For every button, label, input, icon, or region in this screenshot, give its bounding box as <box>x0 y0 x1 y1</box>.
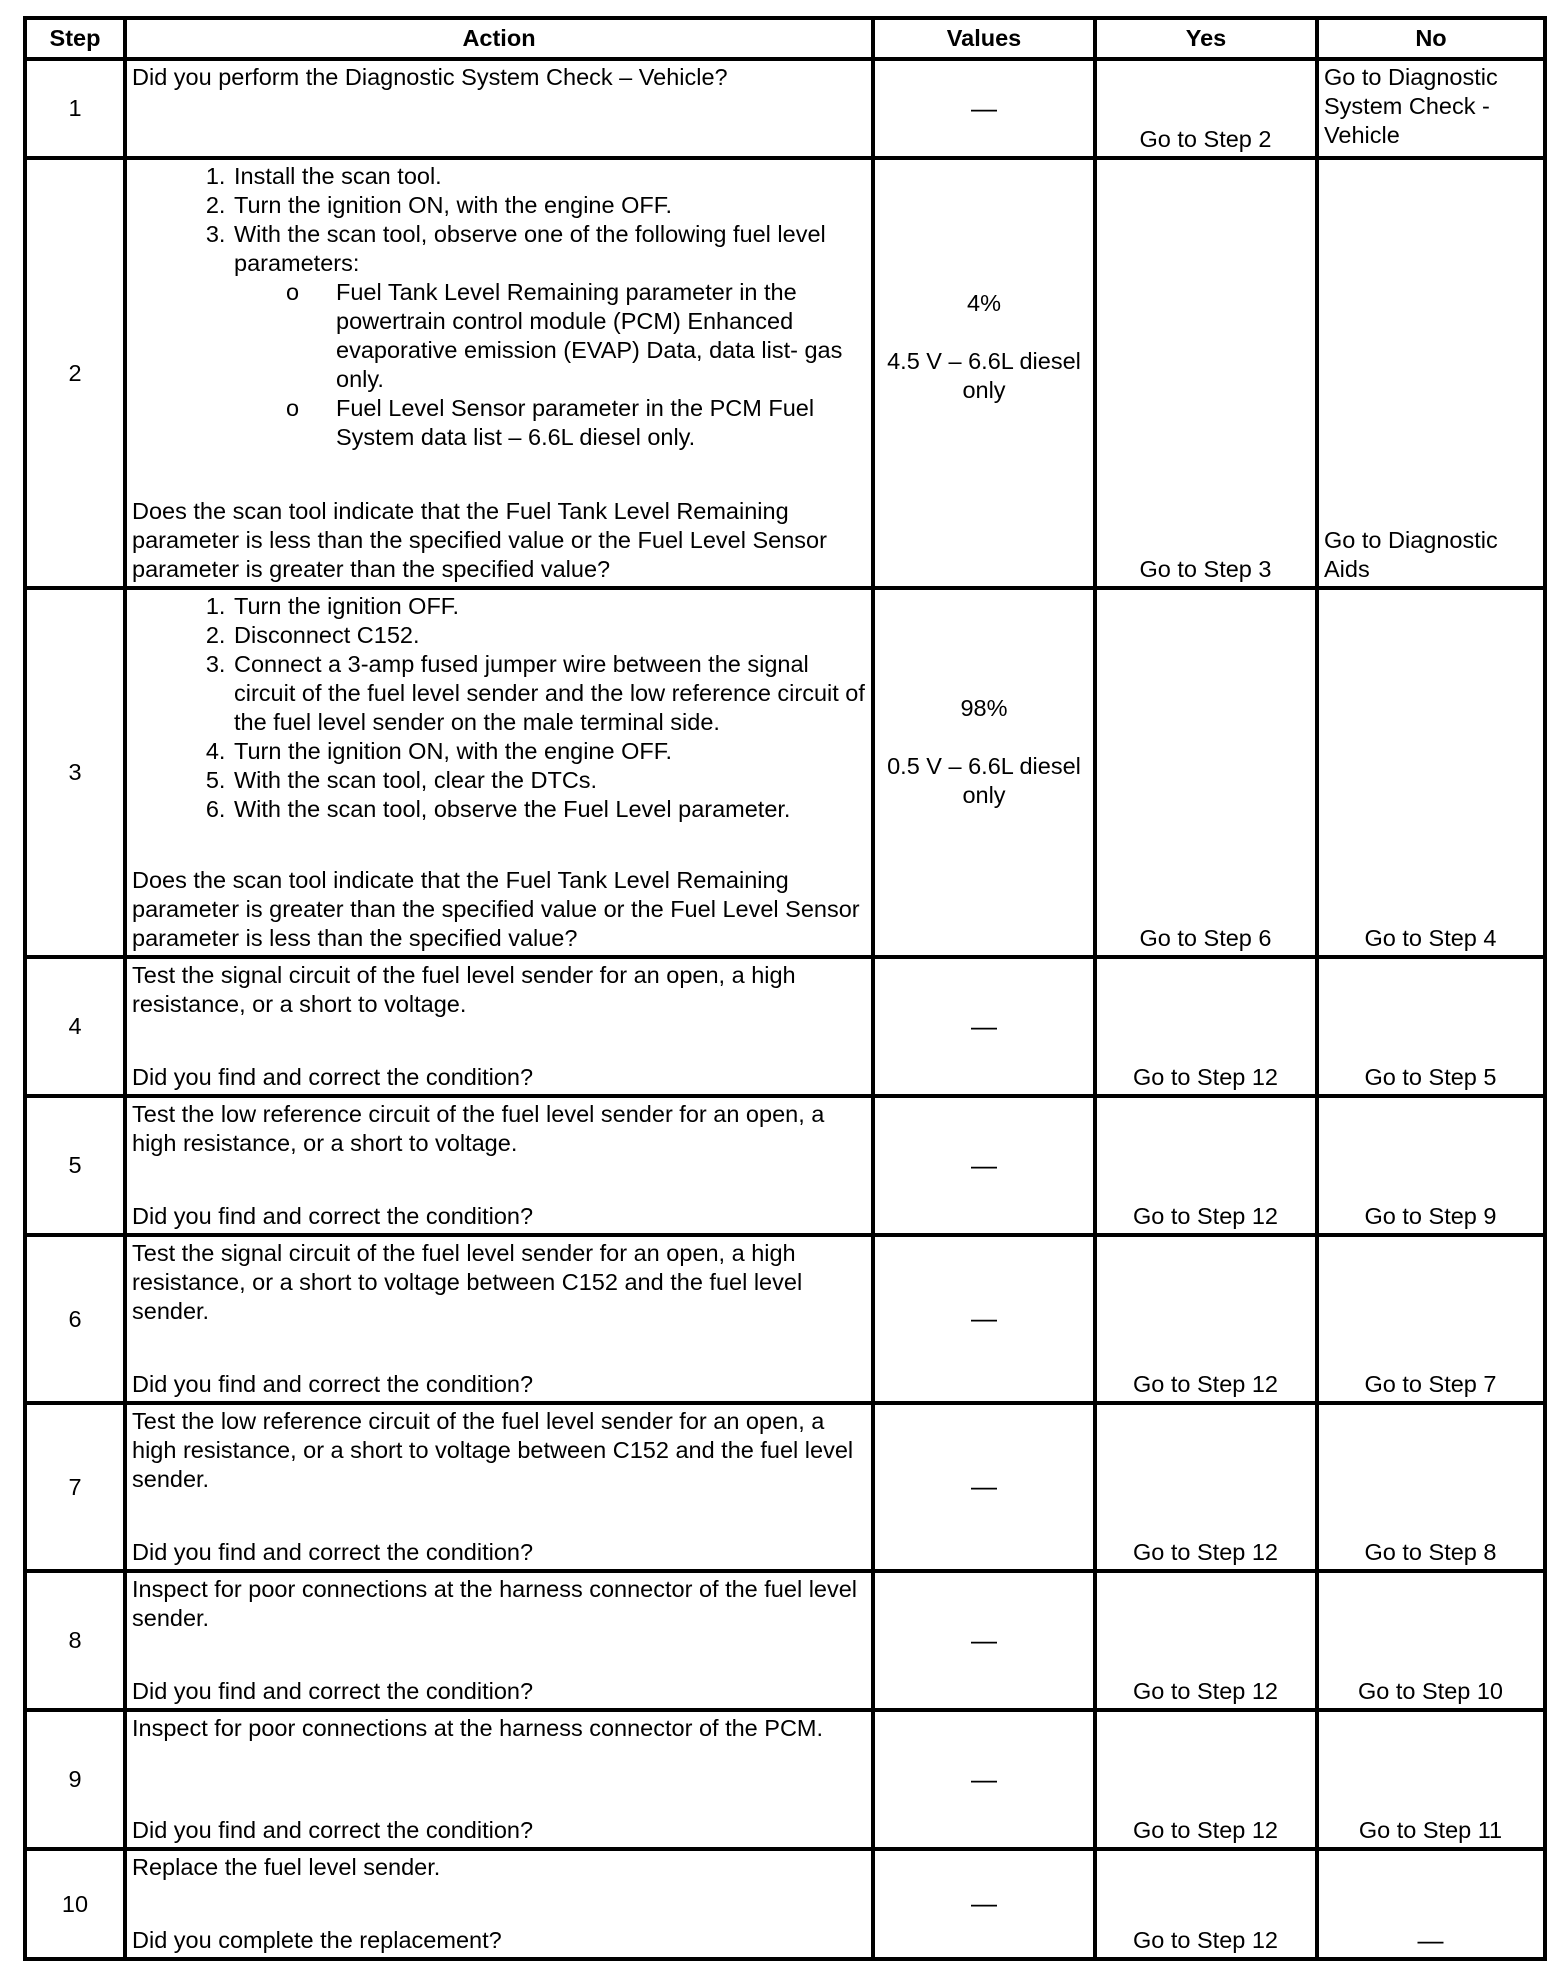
no-cell <box>1317 957 1545 1096</box>
action-list-block <box>132 162 865 452</box>
value-text: 0.5 V – 6.6L diesel only <box>887 752 1081 808</box>
value-dash: — <box>971 1624 997 1655</box>
yes-cell <box>1095 957 1317 1096</box>
table-row <box>25 957 1545 1096</box>
header-no: No <box>1317 18 1545 59</box>
action-text: Did you perform the Diagnostic System Check – Vehicle? <box>132 64 728 90</box>
list-item: 2. Disconnect C152. <box>232 621 865 650</box>
values-cell <box>873 1849 1095 1959</box>
action-question: Does the scan tool indicate that the Fuel Tank Level Remaining parameter is less than the specified value or the Fuel Level Sensor parameter is greater than the specified value? <box>132 498 827 582</box>
no-cell <box>1317 158 1545 588</box>
yes-cell <box>1095 158 1317 588</box>
header-action: Action <box>125 18 873 59</box>
table-row <box>25 1571 1545 1710</box>
action-cell <box>125 588 873 957</box>
yes-action: Go to Step 12 <box>1132 1927 1279 1953</box>
value-dash: — <box>971 1763 997 1794</box>
table-row <box>25 59 1545 158</box>
step-number: 4 <box>25 957 125 1096</box>
yes-action: Go to Step 12 <box>1132 1064 1279 1090</box>
step-number: 6 <box>25 1235 125 1403</box>
action-cell <box>125 1235 873 1403</box>
no-cell <box>1317 1710 1545 1849</box>
step-number: 7 <box>25 1403 125 1571</box>
no-cell <box>1317 1571 1545 1710</box>
values-cell <box>873 1096 1095 1235</box>
no-cell <box>1317 588 1545 957</box>
values-cell <box>873 1571 1095 1710</box>
yes-action: Go to Step 3 <box>1139 556 1272 582</box>
sub-list-item: o Fuel Tank Level Remaining parameter in the powertrain control module (PCM) Enhanced evaporative emission (EVAP) Data, data list- gas only. <box>334 278 865 394</box>
action-step-list <box>132 162 865 452</box>
values-cell <box>873 59 1095 158</box>
list-item: 1. Turn the ignition OFF. <box>232 592 865 621</box>
values-cell <box>873 1235 1095 1403</box>
yes-cell <box>1095 1235 1317 1403</box>
action-cell <box>125 1403 873 1571</box>
no-cell <box>1317 1849 1545 1959</box>
values-cell <box>873 588 1095 957</box>
step-number: 3 <box>25 588 125 957</box>
action-text: Replace the fuel level sender. <box>132 1854 441 1880</box>
diagnostic-table <box>23 16 1547 1961</box>
value-dash: — <box>971 92 997 123</box>
action-question: Did you find and correct the condition? <box>132 1678 534 1704</box>
no-action: Go to Step 10 <box>1357 1678 1504 1704</box>
no-action: Go to Diagnostic Aids <box>1324 527 1498 582</box>
list-item: 5. With the scan tool, clear the DTCs. <box>232 766 865 795</box>
header-yes: Yes <box>1095 18 1317 59</box>
sub-list <box>234 278 865 452</box>
table-row <box>25 1096 1545 1235</box>
action-question: Did you find and correct the condition? <box>132 1203 534 1229</box>
no-action: Go to Step 8 <box>1364 1539 1497 1565</box>
no-action: Go to Step 11 <box>1358 1817 1503 1843</box>
table-row <box>25 1403 1545 1571</box>
table-row <box>25 588 1545 957</box>
action-text: Test the low reference circuit of the fuel level sender for an open, a high resistance, or a short to voltage. <box>132 1101 825 1156</box>
action-cell <box>125 1849 873 1959</box>
action-text: Test the signal circuit of the fuel level sender for an open, a high resistance, or a short to voltage between C152 and the fuel level sender. <box>132 1240 803 1324</box>
yes-cell <box>1095 588 1317 957</box>
action-question: Does the scan tool indicate that the Fuel Tank Level Remaining parameter is greater than the specified value or the Fuel Level Sensor parameter is less than the specified value? <box>132 867 860 951</box>
step-number: 5 <box>25 1096 125 1235</box>
values-cell <box>873 957 1095 1096</box>
step-number: 1 <box>25 59 125 158</box>
yes-action: Go to Step 12 <box>1132 1539 1279 1565</box>
list-item-text: With the scan tool, observe one of the following fuel level parameters: <box>234 221 826 276</box>
yes-action: Go to Step 2 <box>1139 126 1272 152</box>
table-row <box>25 1710 1545 1849</box>
yes-cell <box>1095 1571 1317 1710</box>
no-cell <box>1317 59 1545 158</box>
no-action: Go to Step 4 <box>1364 925 1497 951</box>
value-dash: — <box>971 1149 997 1180</box>
no-action: — <box>1417 1925 1444 1955</box>
action-cell <box>125 1096 873 1235</box>
action-cell <box>125 957 873 1096</box>
table-row <box>25 158 1545 588</box>
action-question: Did you complete the replacement? <box>132 1927 502 1953</box>
action-question: Did you find and correct the condition? <box>132 1817 534 1843</box>
value-dash: — <box>971 1888 997 1918</box>
value-text: 4% <box>967 290 1001 316</box>
list-item: 4. Turn the ignition ON, with the engine OFF. <box>232 737 865 766</box>
values-cell <box>873 1403 1095 1571</box>
yes-action: Go to Step 12 <box>1132 1203 1279 1229</box>
value-dash: — <box>971 1303 997 1333</box>
value-text: 98% <box>960 694 1008 721</box>
yes-cell <box>1095 1710 1317 1849</box>
step-number: 8 <box>25 1571 125 1710</box>
table-row <box>25 1235 1545 1403</box>
action-question: Did you find and correct the condition? <box>132 1371 534 1397</box>
no-cell <box>1317 1096 1545 1235</box>
step-number: 2 <box>25 158 125 588</box>
no-action: Go to Step 7 <box>1364 1371 1497 1397</box>
no-action: Go to Diagnostic System Check - Vehicle <box>1324 64 1498 148</box>
action-text: Inspect for poor connections at the harness connector of the fuel level sender. <box>132 1576 858 1631</box>
action-cell <box>125 1710 873 1849</box>
no-action: Go to Step 9 <box>1364 1203 1497 1229</box>
yes-cell <box>1095 59 1317 158</box>
list-item: 1. Install the scan tool. <box>232 162 865 191</box>
header-values: Values <box>873 18 1095 59</box>
action-text: Test the signal circuit of the fuel level sender for an open, a high resistance, or a short to voltage. <box>132 962 796 1017</box>
step-number: 10 <box>25 1849 125 1959</box>
yes-cell <box>1095 1403 1317 1571</box>
action-step-list <box>132 592 865 824</box>
table-row <box>25 1849 1545 1959</box>
value-text: 4.5 V – 6.6L diesel only <box>887 348 1081 403</box>
action-text: Test the low reference circuit of the fuel level sender for an open, a high resistance, or a short to voltage between C152 and the fuel level sender. <box>132 1408 854 1492</box>
header-row <box>25 18 1545 59</box>
action-text: Inspect for poor connections at the harness connector of the PCM. <box>132 1715 824 1741</box>
list-item: 2. Turn the ignition ON, with the engine OFF. <box>232 191 865 220</box>
yes-cell <box>1095 1096 1317 1235</box>
action-question: Did you find and correct the condition? <box>132 1064 534 1090</box>
value-dash: — <box>971 1010 997 1041</box>
no-action: Go to Step 5 <box>1364 1064 1497 1090</box>
list-item <box>232 220 865 452</box>
action-cell <box>125 59 873 158</box>
values-cell <box>873 158 1095 588</box>
sub-list-item: o Fuel Level Sensor parameter in the PCM Fuel System data list – 6.6L diesel only. <box>334 394 865 452</box>
list-item: 6. With the scan tool, observe the Fuel Level parameter. <box>232 795 865 824</box>
yes-action: Go to Step 12 <box>1132 1678 1279 1704</box>
action-cell <box>125 1571 873 1710</box>
no-cell <box>1317 1403 1545 1571</box>
yes-action: Go to Step 6 <box>1139 925 1272 951</box>
action-question: Did you find and correct the condition? <box>132 1539 534 1565</box>
yes-action: Go to Step 12 <box>1132 1371 1279 1397</box>
list-item: 3. Connect a 3-amp fused jumper wire between the signal circuit of the fuel level sender and the low reference circuit of the fuel level sender on the male terminal side. <box>232 650 865 737</box>
header-step: Step <box>25 18 125 59</box>
yes-action: Go to Step 12 <box>1132 1817 1279 1843</box>
yes-cell <box>1095 1849 1317 1959</box>
action-cell <box>125 158 873 588</box>
value-dash: — <box>971 1471 997 1501</box>
step-number: 9 <box>25 1710 125 1849</box>
no-cell <box>1317 1235 1545 1403</box>
values-cell <box>873 1710 1095 1849</box>
